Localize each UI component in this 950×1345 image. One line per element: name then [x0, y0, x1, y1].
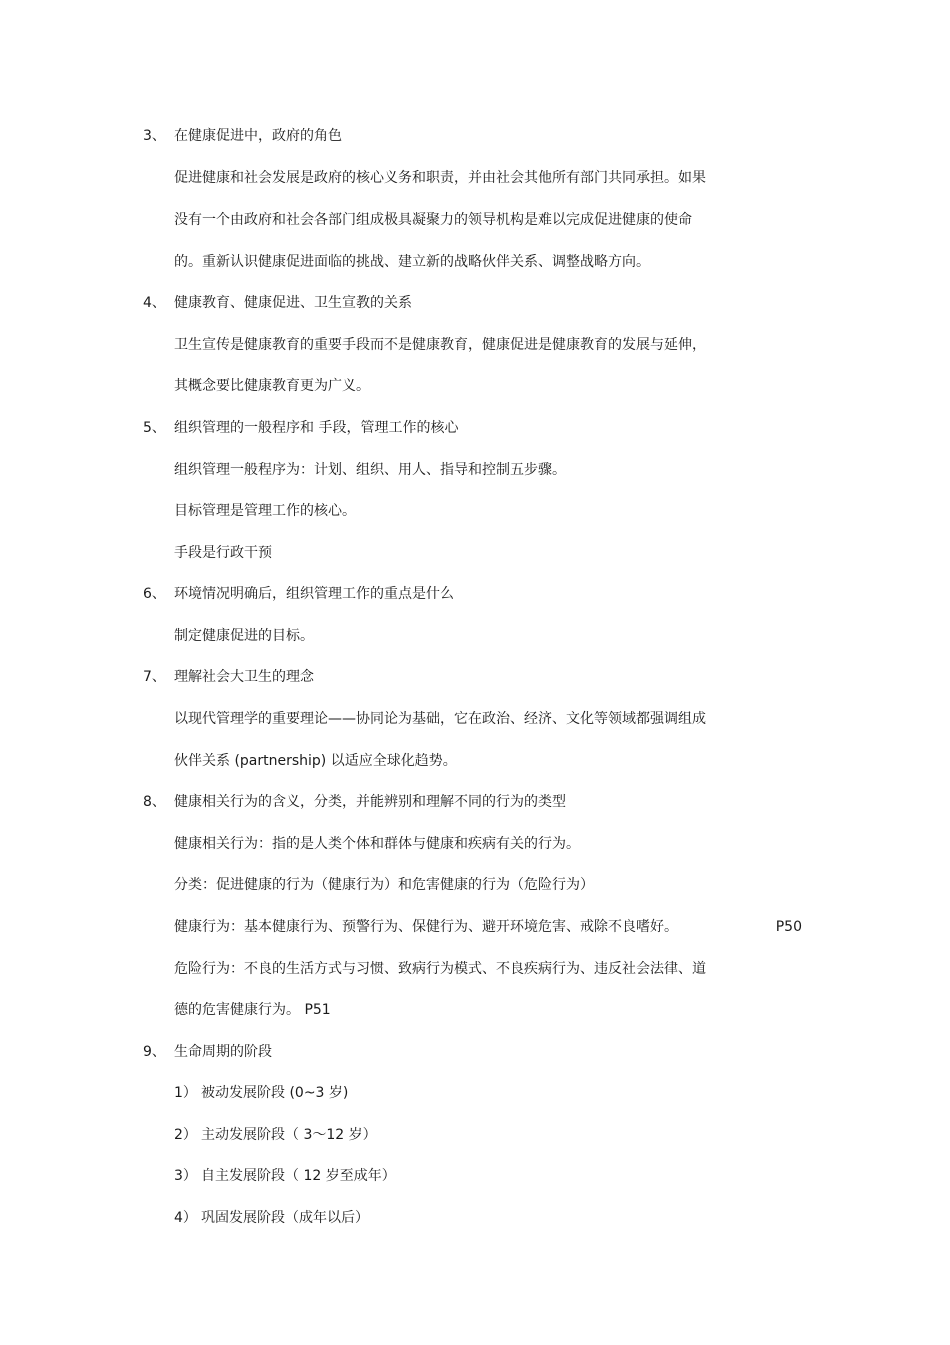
section-number: 4、 [143, 295, 166, 311]
section-heading: 环境情况明确后，组织管理工作的重点是什么 [174, 586, 454, 602]
body-text: 卫生宣传是健康教育的重要手段而不是健康教育，健康促进是健康教育的发展与延伸， [174, 337, 706, 353]
body-text: 健康行为：基本健康行为、预警行为、保健行为、避开环境危害、戒除不良嗜好。 [174, 919, 678, 935]
section-number: 7、 [143, 669, 166, 685]
body-text: 手段是行政干预 [174, 545, 272, 561]
section-heading: 在健康促进中，政府的角色 [174, 128, 342, 144]
body-text: 其概念要比健康教育更为广义。 [174, 378, 370, 394]
section-number: 3、 [143, 128, 166, 144]
body-text: 健康相关行为：指的是人类个体和群体与健康和疾病有关的行为。 [174, 836, 580, 852]
section-heading: 组织管理的一般程序和 手段，管理工作的核心 [174, 420, 459, 436]
section-number: 6、 [143, 586, 166, 602]
list-item-number: 2） [174, 1127, 197, 1143]
page-reference: P50 [775, 919, 802, 935]
list-item: 自主发展阶段（ 12 岁至成年） [201, 1168, 396, 1184]
body-text: 没有一个由政府和社会各部门组成极具凝聚力的领导机构是难以完成促进健康的使命 [174, 212, 692, 228]
body-text: 制定健康促进的目标。 [174, 628, 314, 644]
body-text: 组织管理一般程序为：计划、组织、用人、指导和控制五步骤。 [174, 462, 566, 478]
list-item-number: 4） [174, 1210, 197, 1226]
body-text: 的。重新认识健康促进面临的挑战、建立新的战略伙伴关系、调整战略方向。 [174, 254, 650, 270]
body-text: 危险行为：不良的生活方式与习惯、致病行为模式、不良疾病行为、违反社会法律、道 [174, 961, 706, 977]
section-heading: 健康相关行为的含义，分类，并能辨别和理解不同的行为的类型 [174, 794, 566, 810]
section-heading: 生命周期的阶段 [174, 1044, 272, 1060]
list-item: 巩固发展阶段（成年以后） [201, 1210, 369, 1226]
body-text: 伙伴关系 (partnership) 以适应全球化趋势。 [174, 753, 457, 769]
list-item-number: 1） [174, 1085, 197, 1101]
section-number: 8、 [143, 794, 166, 810]
list-item-number: 3） [174, 1168, 197, 1184]
section-heading: 健康教育、健康促进、卫生宣教的关系 [174, 295, 412, 311]
section-heading: 理解社会大卫生的理念 [174, 669, 314, 685]
list-item: 主动发展阶段（ 3～12 岁） [201, 1127, 377, 1143]
body-text: 德的危害健康行为。 P51 [174, 1002, 331, 1018]
body-text: 以现代管理学的重要理论——协同论为基础，它在政治、经济、文化等领域都强调组成 [174, 711, 706, 727]
section-number: 9、 [143, 1044, 166, 1060]
section-number: 5、 [143, 420, 166, 436]
body-text: 促进健康和社会发展是政府的核心义务和职责，并由社会其他所有部门共同承担。如果 [174, 170, 706, 186]
body-text: 分类：促进健康的行为（健康行为）和危害健康的行为（危险行为） [174, 877, 594, 893]
list-item: 被动发展阶段 (0~3 岁) [201, 1085, 349, 1101]
body-text: 目标管理是管理工作的核心。 [174, 503, 356, 519]
